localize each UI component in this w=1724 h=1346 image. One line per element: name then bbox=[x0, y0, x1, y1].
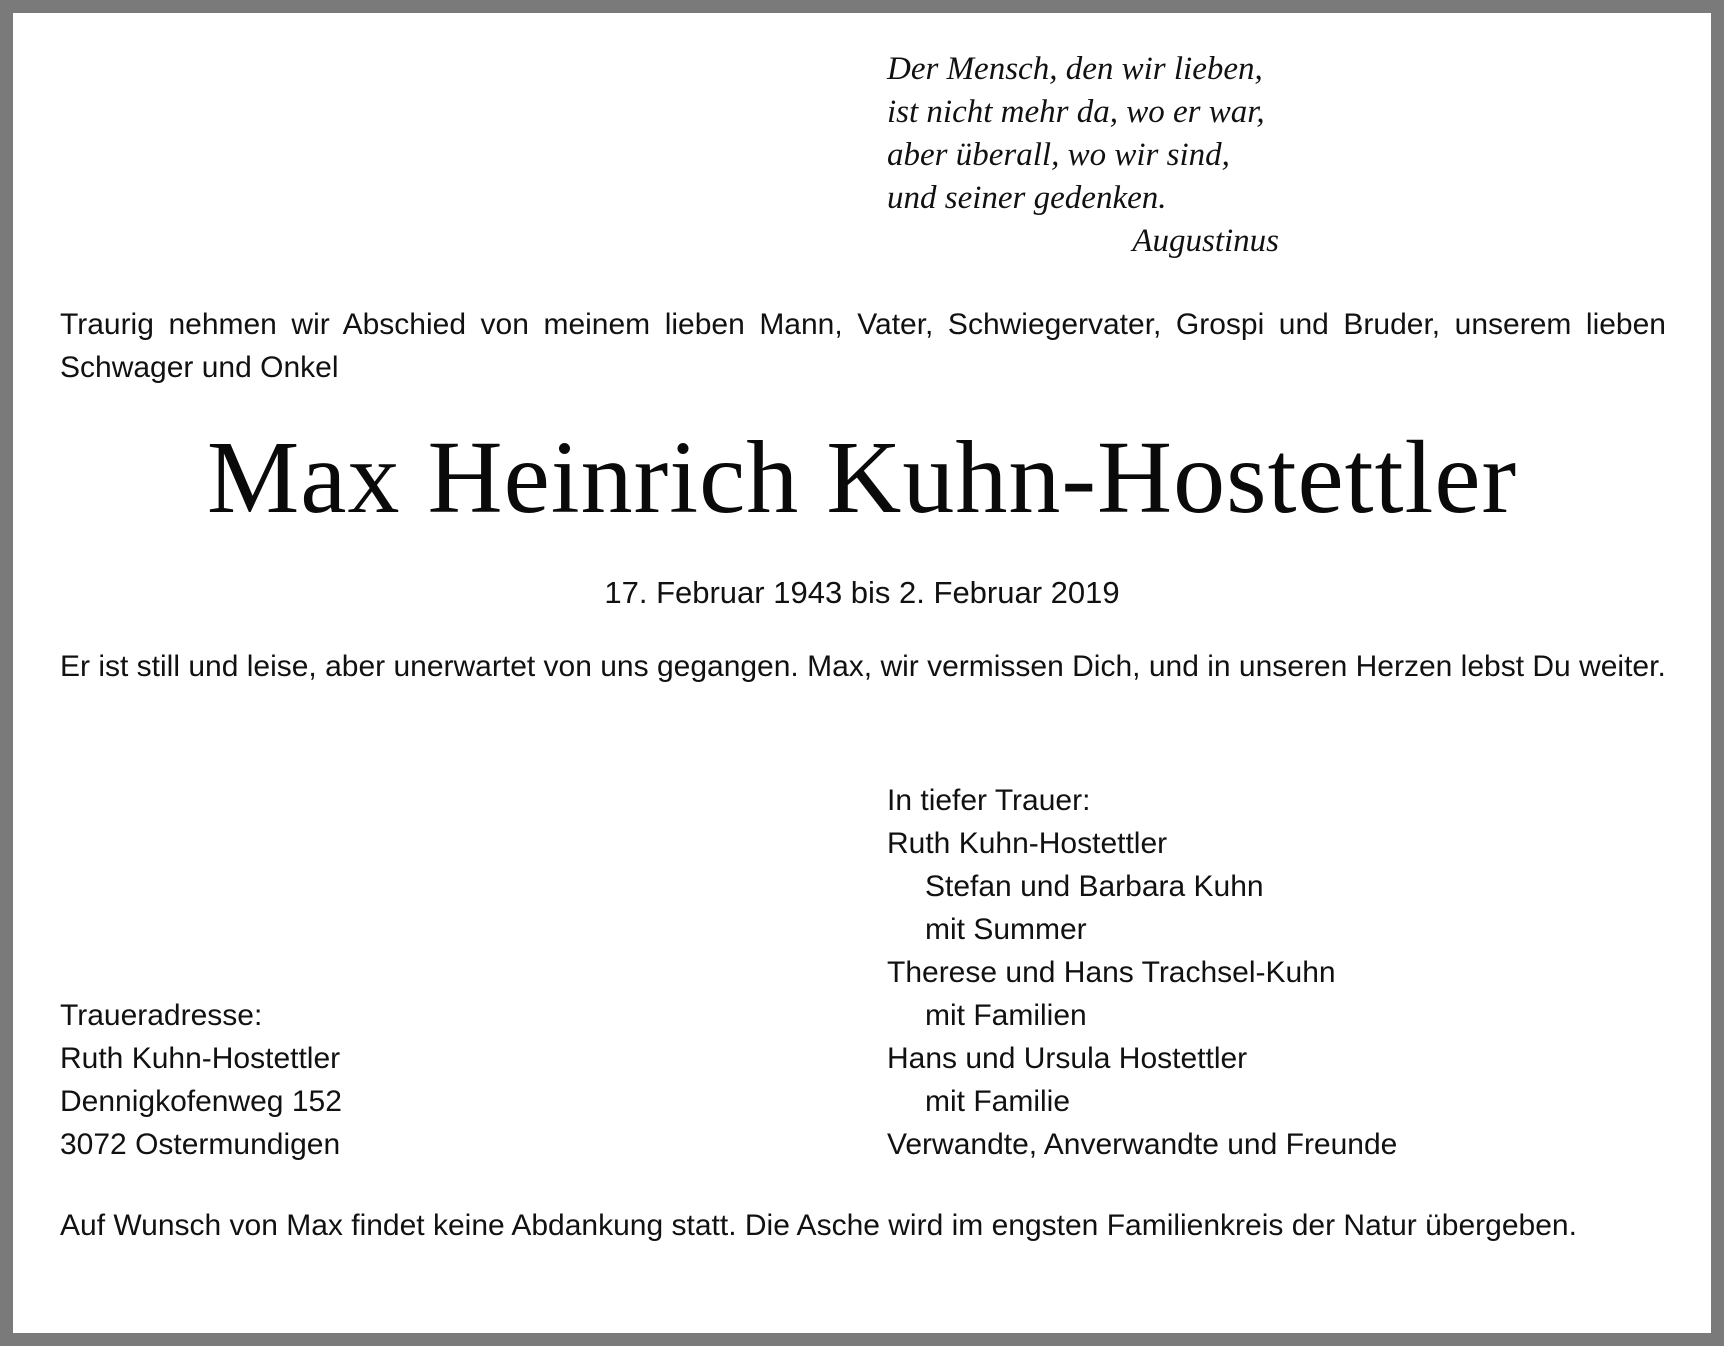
closing-text: Auf Wunsch von Max findet keine Abdankung statt. Die Asche wird im engsten Familienkreis der Natur übergeben. bbox=[60, 1209, 1577, 1242]
mourning-address bbox=[60, 994, 660, 1166]
obituary-page bbox=[13, 13, 1711, 1333]
mourner-entry: Therese und Hans Trachsel-Kuhn bbox=[887, 956, 1336, 989]
deceased-name: Max Heinrich Kuhn-Hostettler bbox=[206, 420, 1518, 535]
mourner-entry: mit Familie bbox=[925, 1085, 1071, 1118]
mourner-entry: Verwandte, Anverwandte und Freunde bbox=[887, 1128, 1398, 1161]
memorial-poem bbox=[887, 48, 1307, 263]
poem-line: und seiner gedenken. bbox=[887, 180, 1167, 216]
mourner-entry: Hans und Ursula Hostettler bbox=[887, 1042, 1248, 1075]
intro-text: Traurig nehmen wir Abschied von meinem lieben Mann, Vater, Schwiegervater, Grospi und Bruder, unserem lieben Schwager und Onkel bbox=[60, 308, 1666, 384]
address-label: Traueradresse: bbox=[60, 999, 263, 1032]
mourner-entry: Ruth Kuhn-Hostettler bbox=[887, 827, 1168, 860]
mourners-list bbox=[887, 779, 1647, 1166]
poem-line: aber überall, wo wir sind, bbox=[887, 137, 1230, 173]
mourner-entry: Stefan und Barbara Kuhn bbox=[925, 870, 1264, 903]
farewell-message: Er ist still und leise, aber unerwartet von uns gegangen. Max, wir vermissen Dich, und in unseren Herzen lebst Du weiter. bbox=[60, 650, 1666, 683]
poem-author: Augustinus bbox=[1132, 223, 1279, 259]
address-city: 3072 Ostermundigen bbox=[60, 1128, 341, 1161]
poem-line: Der Mensch, den wir lieben, bbox=[887, 51, 1263, 87]
address-street: Dennigkofenweg 152 bbox=[60, 1085, 342, 1118]
mourner-entry: mit Familien bbox=[925, 999, 1087, 1032]
life-dates: 17. Februar 1943 bis 2. Februar 2019 bbox=[604, 575, 1120, 610]
mourners-heading: In tiefer Trauer: bbox=[887, 784, 1091, 817]
address-name: Ruth Kuhn-Hostettler bbox=[60, 1042, 341, 1075]
poem-line: ist nicht mehr da, wo er war, bbox=[887, 94, 1265, 130]
mourner-entry: mit Summer bbox=[925, 913, 1087, 946]
